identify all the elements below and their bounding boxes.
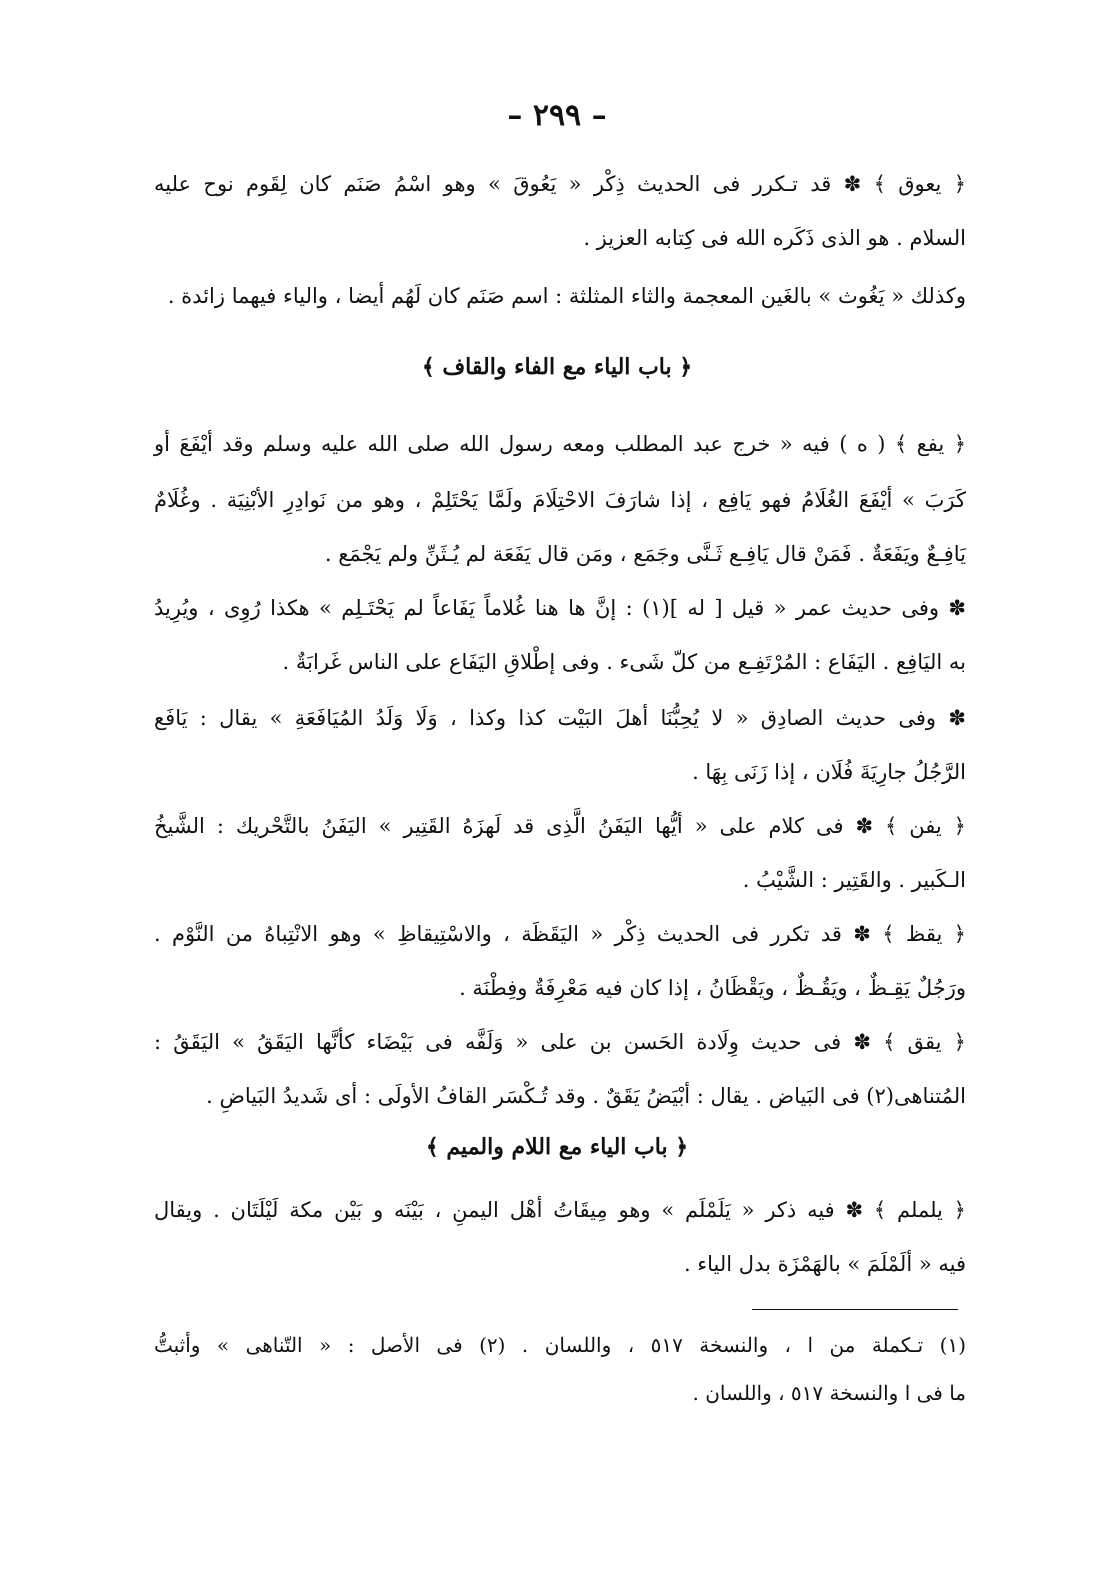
entry-yawuq-line-1: ﴿ يعوق ﴾ ✽ قد تـكرر فى الحديث ذِكْر « يَعُوقَ » وهو اسْمُ صَنَم كان لِقَوم نوح عليه bbox=[154, 172, 967, 196]
entry-yaqaq-line-2: المُتناهى(٢) فى البَياض . يقال : أبْيَضُ يَقَقٌ . وقد تُـكْسَر القافُ الأولَى : أى شَديدُ البَياضِ . bbox=[206, 1084, 966, 1108]
entry-yaqadh-line-2: ورَجُلٌ يَقِـظٌ ، ويَقُـظٌ ، ويَقْظَانُ ، إذا كان فيه مَعْرِفَةٌ وفِطْنَة . bbox=[459, 976, 966, 1000]
entry-yalamlam-line-1: ﴿ يلملم ﴾ ✽ فيه ذكر « يَلَمْلَم » وهو مِيقَاتُ أهْل اليمنِ ، بَيْنَه و بَيْن مكة لَيْلَتَان . ويقال bbox=[154, 1198, 966, 1222]
entry-yafan-line-2: الـكَبير . والقَتِير : الشَّيْبُ . bbox=[742, 868, 966, 892]
entry-yafa-line-5: به اليَافِع . اليَفَاع : المُرْتَفِـع من كلّ شَىء . وفى إطْلاقِ اليَفَاع على الناس غَرابَةٌ . bbox=[282, 650, 966, 674]
entry-yafa-line-6: ✽ وفى حديث الصادِق « لا يُحِبُّنَا أهلَ البَيْت كذا وكذا ، وَلَا وَلَدُ المُيَافَعَةِ » يقال : يَافَع bbox=[154, 706, 966, 730]
footnote-line-1: (١) تـكملة من ا ، والنسخة ٥١٧ ، واللسان . (٢) فى الأصل : « التّناهى » وأثبتُّ bbox=[154, 1333, 966, 1357]
entry-yawuq-line-2: السلام . هو الذى ذَكَره الله فى كِتابه العزيز . bbox=[583, 226, 966, 250]
entry-yafa-line-7: الرَّجُلُ جارِيَةَ فُلَان ، إذا زَنَى بِهَا . bbox=[692, 760, 966, 784]
section-heading-fa-qaf: ﴿ باب الياء مع الفاء والقاف ﴾ bbox=[421, 354, 693, 380]
entry-yafa-line-3: يَافِـعٌ ويَفَعَةٌ . فَمَنْ قال يَافِـع ثَـنَّى وجَمَع ، ومَن قال يَفَعَة لم يُـثَنِّ ولم يَجْمَع . bbox=[324, 542, 966, 566]
entry-yafa-line-1: ﴿ يفع ﴾ ( ه ) فيه « خرج عبد المطلب ومعه رسول الله صلى الله عليه وسلم وقد أيْفَعَ أو bbox=[154, 432, 966, 456]
entry-yalamlam-line-2: فيه « ألَمْلَمَ » بالهَمْزَة بدل الياء . bbox=[683, 1252, 966, 1276]
entry-yafa-line-4: ✽ وفى حديث عمر « قيل [ له ](١) : إنَّ ها هنا غُلاماً يَفَاعاً لم يَحْتَـلِم » هكذا رُوِى ، ويُرِيدُ bbox=[154, 596, 966, 620]
page-number: – ٢٩٩ – bbox=[507, 98, 607, 133]
entry-yaqaq-line-1: ﴿ يقق ﴾ ✽ فى حديث وِلَادة الحَسن بن على « وَلَفَّه فى بَيْضَاء كأنَّها اليَقَقُ » اليَقَقُ : bbox=[154, 1030, 966, 1054]
entry-yafan-line-1: ﴿ يفن ﴾ ✽ فى كلام على « أيُّها اليَفَنُ الَّذِى قد لَهزَهُ القَتِير » اليَفَنُ بالتَّحْريك : الشَّيخُ bbox=[154, 814, 966, 838]
footnote-line-2: ما فى ا والنسخة ٥١٧ ، واللسان . bbox=[692, 1381, 966, 1405]
entry-yawuq-line-3: وكذلك « يَغُوث » بالغَين المعجمة والثاء المثلثة : اسم صَنَم كان لَهُم أيضا ، والياء فيهما زائدة . bbox=[167, 284, 966, 308]
entry-yafa-line-2: كَرَبَ » أيْفَعَ الغُلَامُ فهو يَافِع ، إذا شارَفَ الاحْتِلَامَ ولَمَّا يَحْتَلِمْ ، وهو من نَوادِرِ الأبْنِيَة . وغُلَامٌ bbox=[154, 488, 966, 512]
section-heading-lam-mim: ﴿ باب الياء مع اللام والميم ﴾ bbox=[425, 1134, 689, 1160]
entry-yaqadh-line-1: ﴿ يقظ ﴾ ✽ قد تكرر فى الحديث ذِكْر « اليَقَظَة ، والاسْتِيقاظِ » وهو الانْتِباهُ من النَّوْم . bbox=[154, 922, 966, 946]
footnote-divider bbox=[752, 1309, 958, 1310]
